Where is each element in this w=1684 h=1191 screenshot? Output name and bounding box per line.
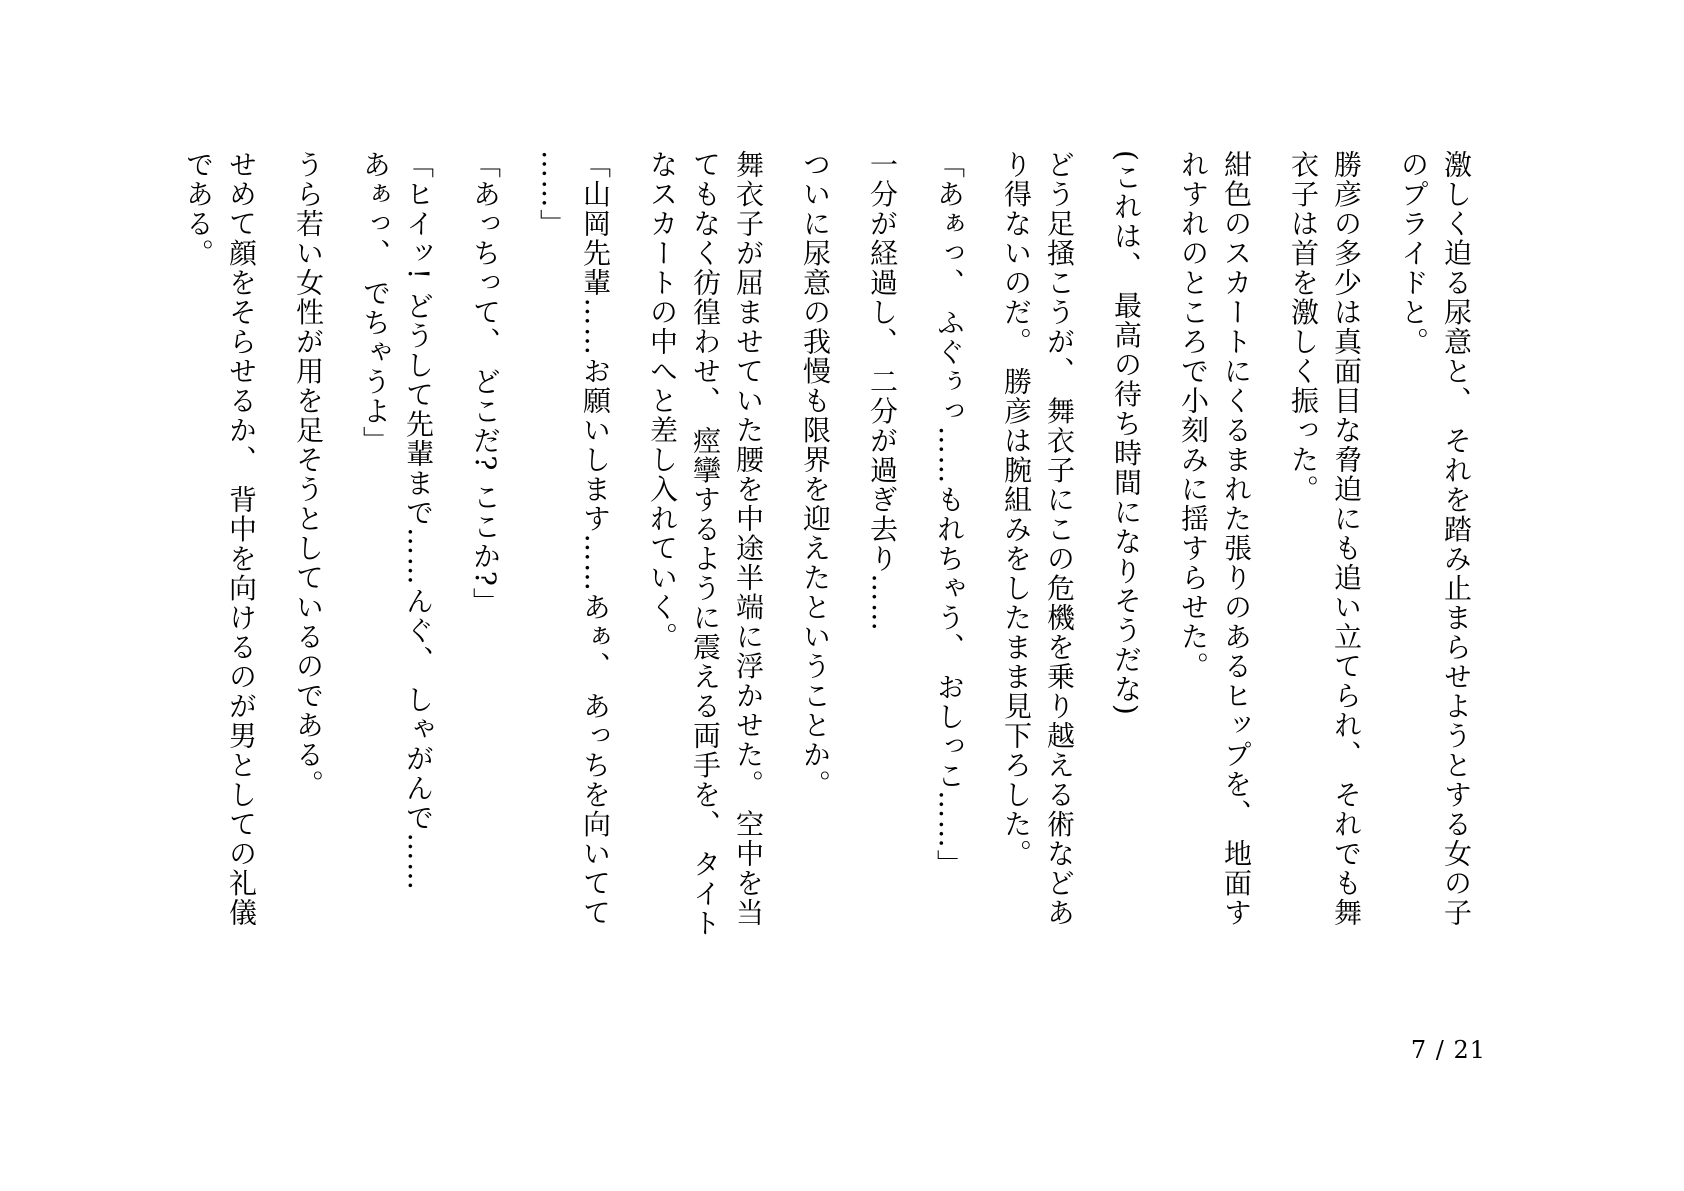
paragraph — [177, 150, 263, 995]
page-number: 7 / 21 — [1410, 1036, 1486, 1064]
text-line: あぁっ、 でちゃうよ」 — [359, 150, 392, 456]
paragraph — [464, 150, 507, 995]
paragraph — [995, 150, 1081, 995]
paragraph — [1392, 150, 1478, 995]
text-line: り得ないのだ。 勝彦は腕組みをしたまま見下ろした。 — [1000, 150, 1033, 869]
text-line: 勝彦の多少は真面目な脅迫にも追い立てられ、 それでも舞 — [1330, 150, 1363, 928]
text-line: 衣子は首を激しく振った。 — [1287, 150, 1320, 504]
text-line: 「ヒイッ! どうして先輩まで……んぐ、 しゃがんで…… — [402, 150, 435, 892]
text-line: ついに尿意の我慢も限界を迎えたということか。 — [799, 150, 832, 799]
paragraph — [1282, 150, 1368, 995]
text-line: せめて顔をそらせるか、 背中を向けるのが男としての礼儀 — [225, 150, 258, 928]
text-line: である。 — [182, 150, 215, 268]
text-line: 紺色のスカートにくるまれた張りのあるヒップを、 地面す — [1220, 150, 1253, 928]
text-line: 「山岡先輩……お願いします……あぁ、 あっちを向いてて — [579, 150, 612, 928]
text-line: ……」 — [536, 150, 569, 239]
text-line: うら若い女性が用を足そうとしているのである。 — [292, 150, 325, 799]
paragraph — [794, 150, 837, 995]
text-line: なスカートの中へと差し入れていく。 — [646, 150, 679, 652]
text-line: のプライドと。 — [1397, 150, 1430, 357]
paragraph — [354, 150, 440, 995]
text-line: (これは、 最高の待ち時間になりそうだな) — [1110, 150, 1143, 717]
paragraph — [1172, 150, 1258, 995]
vertical-text-block — [177, 150, 1478, 995]
text-line: 「あぁっ、 ふぐぅっ……もれちゃう、 おしっこ……」 — [933, 150, 966, 879]
text-line: 一分が経過し、 二分が過ぎ去り…… — [866, 150, 899, 633]
text-line: 舞衣子が屈ませていた腰を中途半端に浮かせた。 空中を当 — [732, 150, 765, 928]
text-line: 激しく迫る尿意と、 それを踏み止まらせようとする女の子 — [1440, 150, 1473, 928]
paragraph — [531, 150, 617, 995]
paragraph — [861, 150, 904, 995]
text-line: どう足掻こうが、 舞衣子にこの危機を乗り越える術などあ — [1043, 150, 1076, 928]
paragraph — [928, 150, 971, 995]
paragraph — [287, 150, 330, 995]
text-line: 「あっちって、 どこだ? ここか?」 — [469, 150, 502, 617]
paragraph — [641, 150, 770, 995]
paragraph — [1105, 150, 1148, 995]
text-line: れすれのところで小刻みに揺すらせた。 — [1177, 150, 1210, 681]
text-line: てもなく彷徨わせ、 痙攣するように震える両手を、 タイト — [689, 150, 722, 938]
